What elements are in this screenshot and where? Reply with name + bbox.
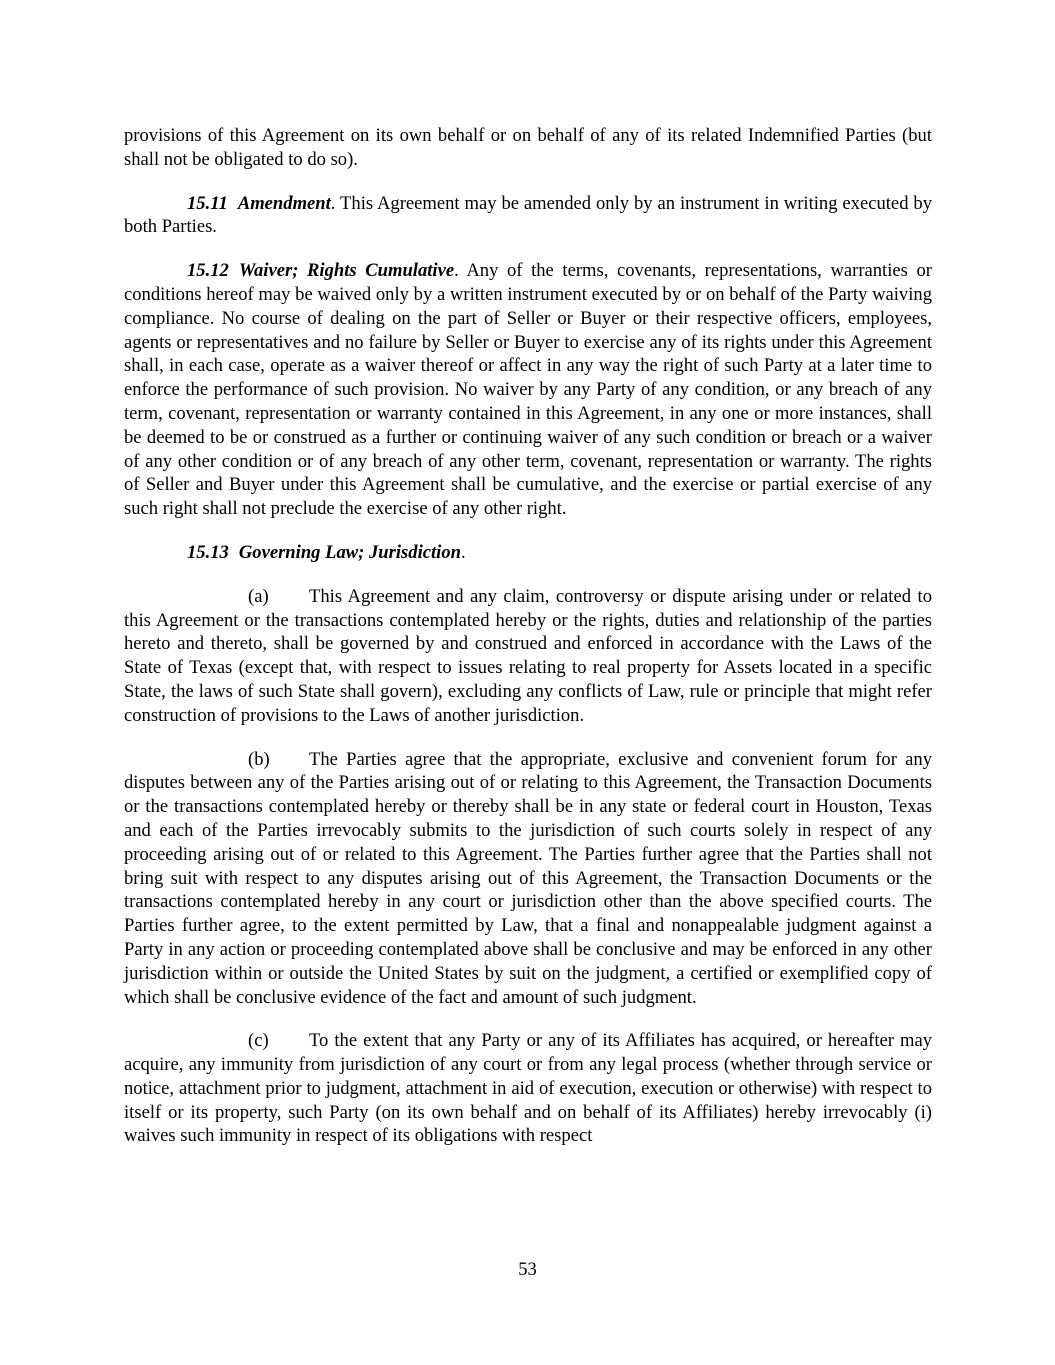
section-title: Amendment [237,192,331,214]
subsection-b [124,748,932,1010]
section-body: Any of the terms, covenants, representations, warranties or conditions hereof may be waived only by a written instrument executed by or on behalf of the Party waiving compliance. No course of dealing on the part of Seller or Buyer or their respective officers, employees, agents or representatives and no failure by Seller or Buyer to exercise any of its rights under this Agreement shall, in each case, operate as a waiver thereof or affect in any way the right of such Party at a later time to enforce the performance of such provision. No waiver by any Party of any condition, or any breach of any term, covenant, representation or warranty contained in this Agreement, in any one or more instances, shall be deemed to be or construed as a further or continuing waiver of any such condition or breach or a waiver of any other condition or of any breach of any other term, covenant, representation or warranty. The rights of Seller and Buyer under this Agreement shall be cumulative, and the exercise or partial exercise of any such right shall not preclude the exercise of any other right. [124,260,932,520]
subsection-a [124,585,932,728]
subsection-label: (b) [248,748,270,770]
section-15-12: 15.12 Waiver; Rights Cumulative. Any of the terms, covenants, representations, warranties or conditions hereof may be waived only by a written instrument executed by or on behalf of the Party waiving compliance. No course of dealing on the part of Seller or Buyer or their respective officers, employees, agents or representatives and no failure by Seller or Buyer to exercise any of its rights under this Agreement shall, in each case, operate as a waiver thereof or affect in any way the right of such Party at a later time to enforce the performance of such provision. No waiver by any Party of any condition, or any breach of any term, covenant, representation or warranty contained in this Agreement, in any one or more instances, shall be deemed to be or construed as a further or continuing waiver of any such condition or breach or a waiver of any other condition or of any breach of any other term, covenant, representation or warranty. The rights of Seller and Buyer under this Agreement shall be cumulative, and the exercise or partial exercise of any such right shall not preclude the exercise of any other right. [124,260,932,520]
subsection-label: (c) [248,1030,269,1052]
section-number: 15.11 [187,192,228,214]
section-body: This Agreement may be amended only by an instrument in writing executed by both Parties. [124,192,933,238]
section-number: 15.13 [187,541,229,563]
subsection-text: The Parties agree that the appropriate, exclusive and convenient forum for any disputes between any of the Parties arising out of or relating to this Agreement, the Transaction Documents or the transactions contemplated hereby or thereby shall be in any state or federal court in Houston, Texas and each of the Parties irrevocably submits to the jurisdiction of such courts solely in respect of any proceeding arising out of or related to this Agreement. The Parties further agree that the Parties shall not bring suit with respect to any disputes arising out of this Agreement, the Transaction Documents or the transactions contemplated hereby in any court or jurisdiction other than the above specified courts. The Parties further agree, to the extent permitted by Law, that a final and nonappealable judgment against a Party in any action or proceeding contemplated above shall be conclusive and may be enforced in any other jurisdiction within or outside the United States by suit on the judgment, a certified or exemplified copy of which shall be conclusive evidence of the fact and amount of such judgment. [124,748,932,1008]
continuation-paragraph: provisions of this Agreement on its own behalf or on behalf of any of its related Indemnified Parties (but shall not be obligated to do so). [124,125,932,170]
document-page [124,124,932,1168]
subsection-text: To the extent that any Party or any of its Affiliates has acquired, or hereafter may acquire, any immunity from jurisdiction of any court or from any legal process (whether through service or notice, attachment prior to judgment, attachment in aid of execution, execution or otherwise) with respect to itself or its property, such Party (on its own behalf and on behalf of its Affiliates) hereby irrevocably (i) waives such immunity in respect of its obligations with respect [124,1030,932,1147]
section-15-11: 15.11 Amendment. This Agreement may be amended only by an instrument in writing executed by both Parties. [124,192,933,238]
subsection-text: This Agreement and any claim, controversy or dispute arising under or related to this Agreement or the transactions contemplated hereby or the rights, duties and relationship of the parties hereto and thereto, shall be governed by and construed and enforced in accordance with the Laws of the State of Texas (except that, with respect to issues relating to real property for Assets located in a specific State, the laws of such State shall govern), excluding any conflicts of Law, rule or principle that might refer construction of provisions to the Laws of another jurisdiction. [124,585,932,726]
section-title: Waiver; Rights Cumulative [238,260,455,282]
subsection-label: (a) [248,585,269,607]
section-15-13-heading: 15.13 Governing Law; Jurisdiction. [187,541,466,563]
subsection-c [124,1029,932,1148]
section-number: 15.12 [187,260,229,282]
section-title: Governing Law; Jurisdiction [238,541,461,563]
page-number: 53 [518,1259,537,1280]
